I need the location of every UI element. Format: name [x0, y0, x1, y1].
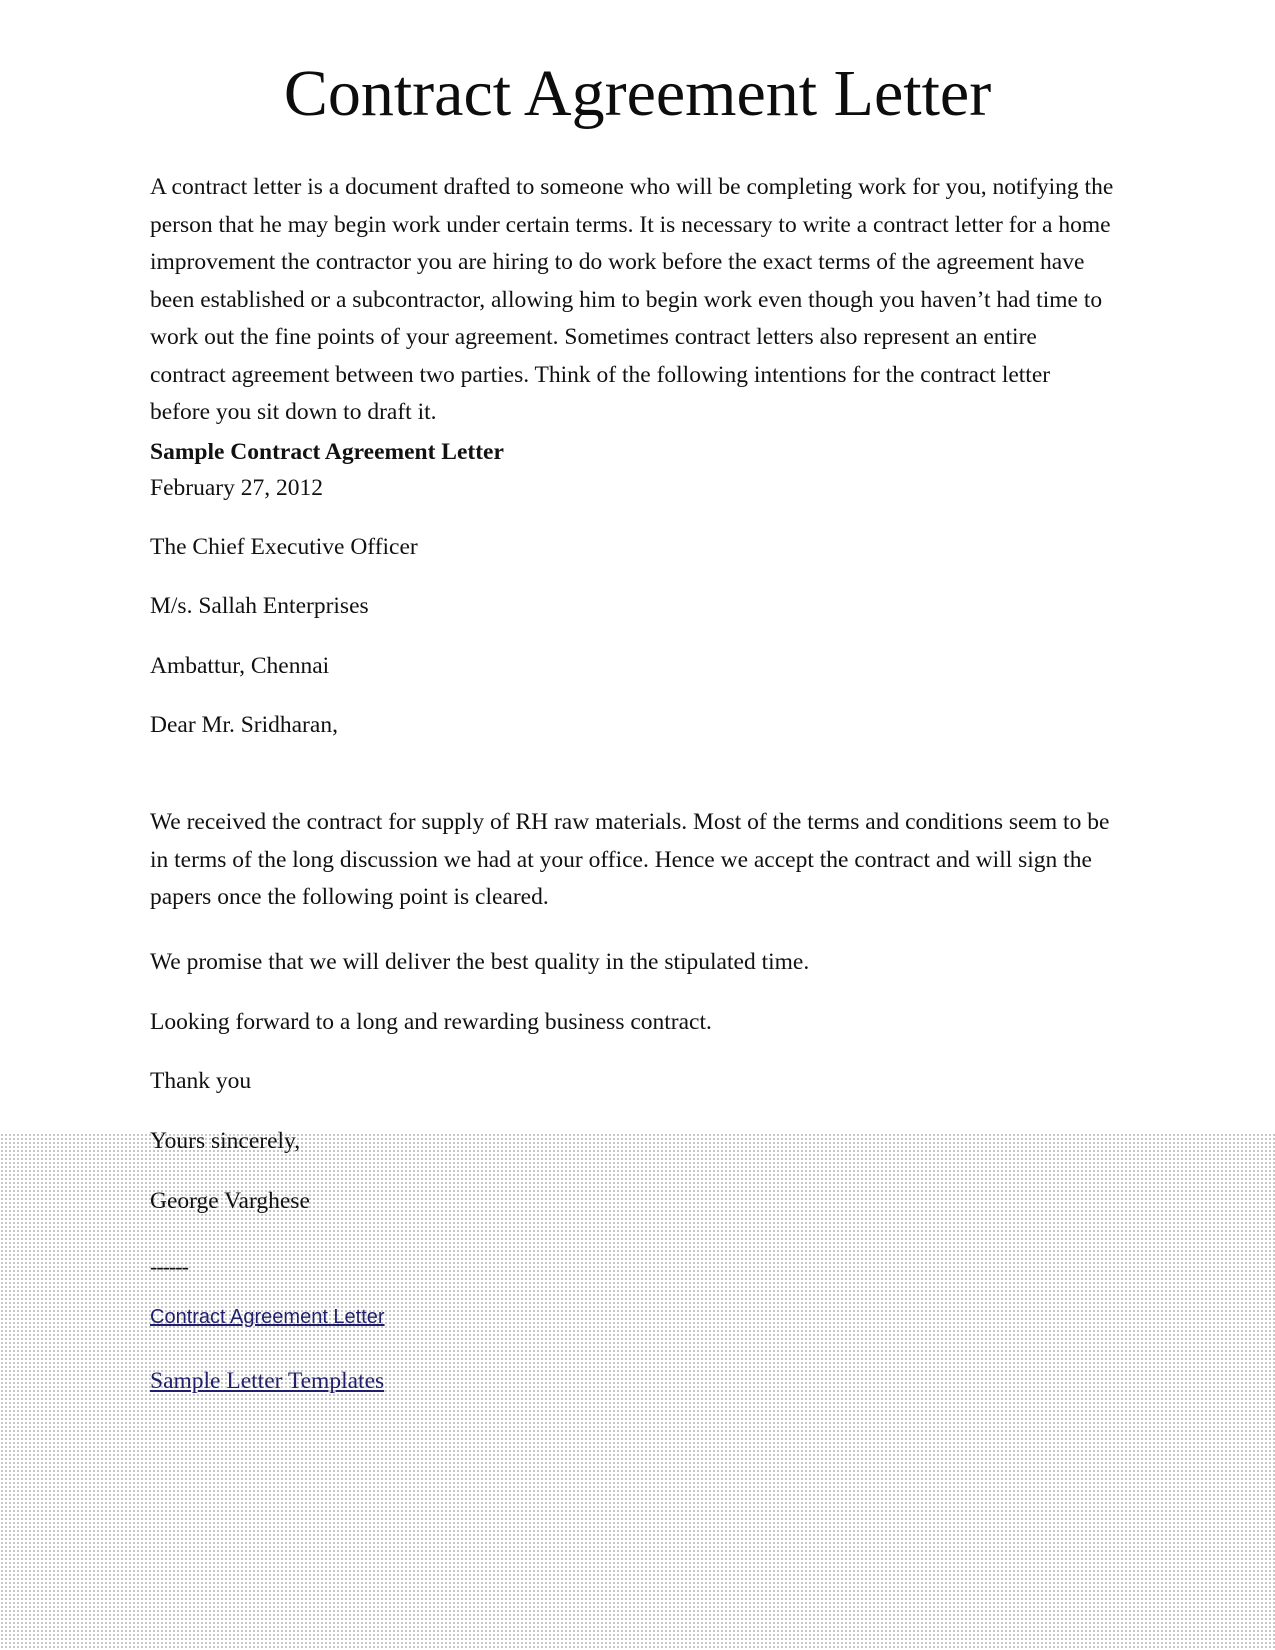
thanks-line: Thank you	[150, 1068, 252, 1094]
contract-agreement-link[interactable]: Contract Agreement Letter	[150, 1306, 385, 1328]
page-title: Contract Agreement Letter	[283, 57, 992, 130]
signer-name: George Varghese	[150, 1188, 310, 1214]
sample-templates-link[interactable]: Sample Letter Templates	[150, 1368, 385, 1394]
body-paragraph-1: We received the contract for supply of RH raw materials. Most of the terms and conditions seem to be in terms of the long discussion we had at your office. Hence we accept the contract and will sign the papers once the following point is cleared.	[150, 809, 1110, 910]
recipient-title: The Chief Executive Officer	[150, 534, 418, 560]
separator-line: ------	[150, 1254, 188, 1279]
body-paragraph-2: We promise that we will deliver the best quality in the stipulated time.	[150, 949, 810, 975]
sample-heading: Sample Contract Agreement Letter	[150, 439, 504, 465]
salutation: Dear Mr. Sridharan,	[150, 712, 338, 738]
closing-line: Yours sincerely,	[150, 1128, 301, 1154]
recipient-address: Ambattur, Chennai	[150, 653, 330, 679]
letter-date: February 27, 2012	[150, 475, 323, 501]
recipient-company: M/s. Sallah Enterprises	[150, 593, 369, 619]
body-paragraph-3: Looking forward to a long and rewarding business contract.	[150, 1009, 712, 1035]
intro-paragraph: A contract letter is a document drafted to someone who will be completing work for you, notifying the person that he may begin work under certain terms. It is necessary to write a contract letter for a home improvement the contractor you are hiring to do work before the exact terms of the agreement have been established or a subcontractor, allowing him to begin work even though you haven’t had time to work out the fine points of your agreement. Sometimes contract letters also represent an entire contract agreement between two parties. Think of the following intentions for the contract letter before you sit down to draft it.	[150, 174, 1114, 425]
